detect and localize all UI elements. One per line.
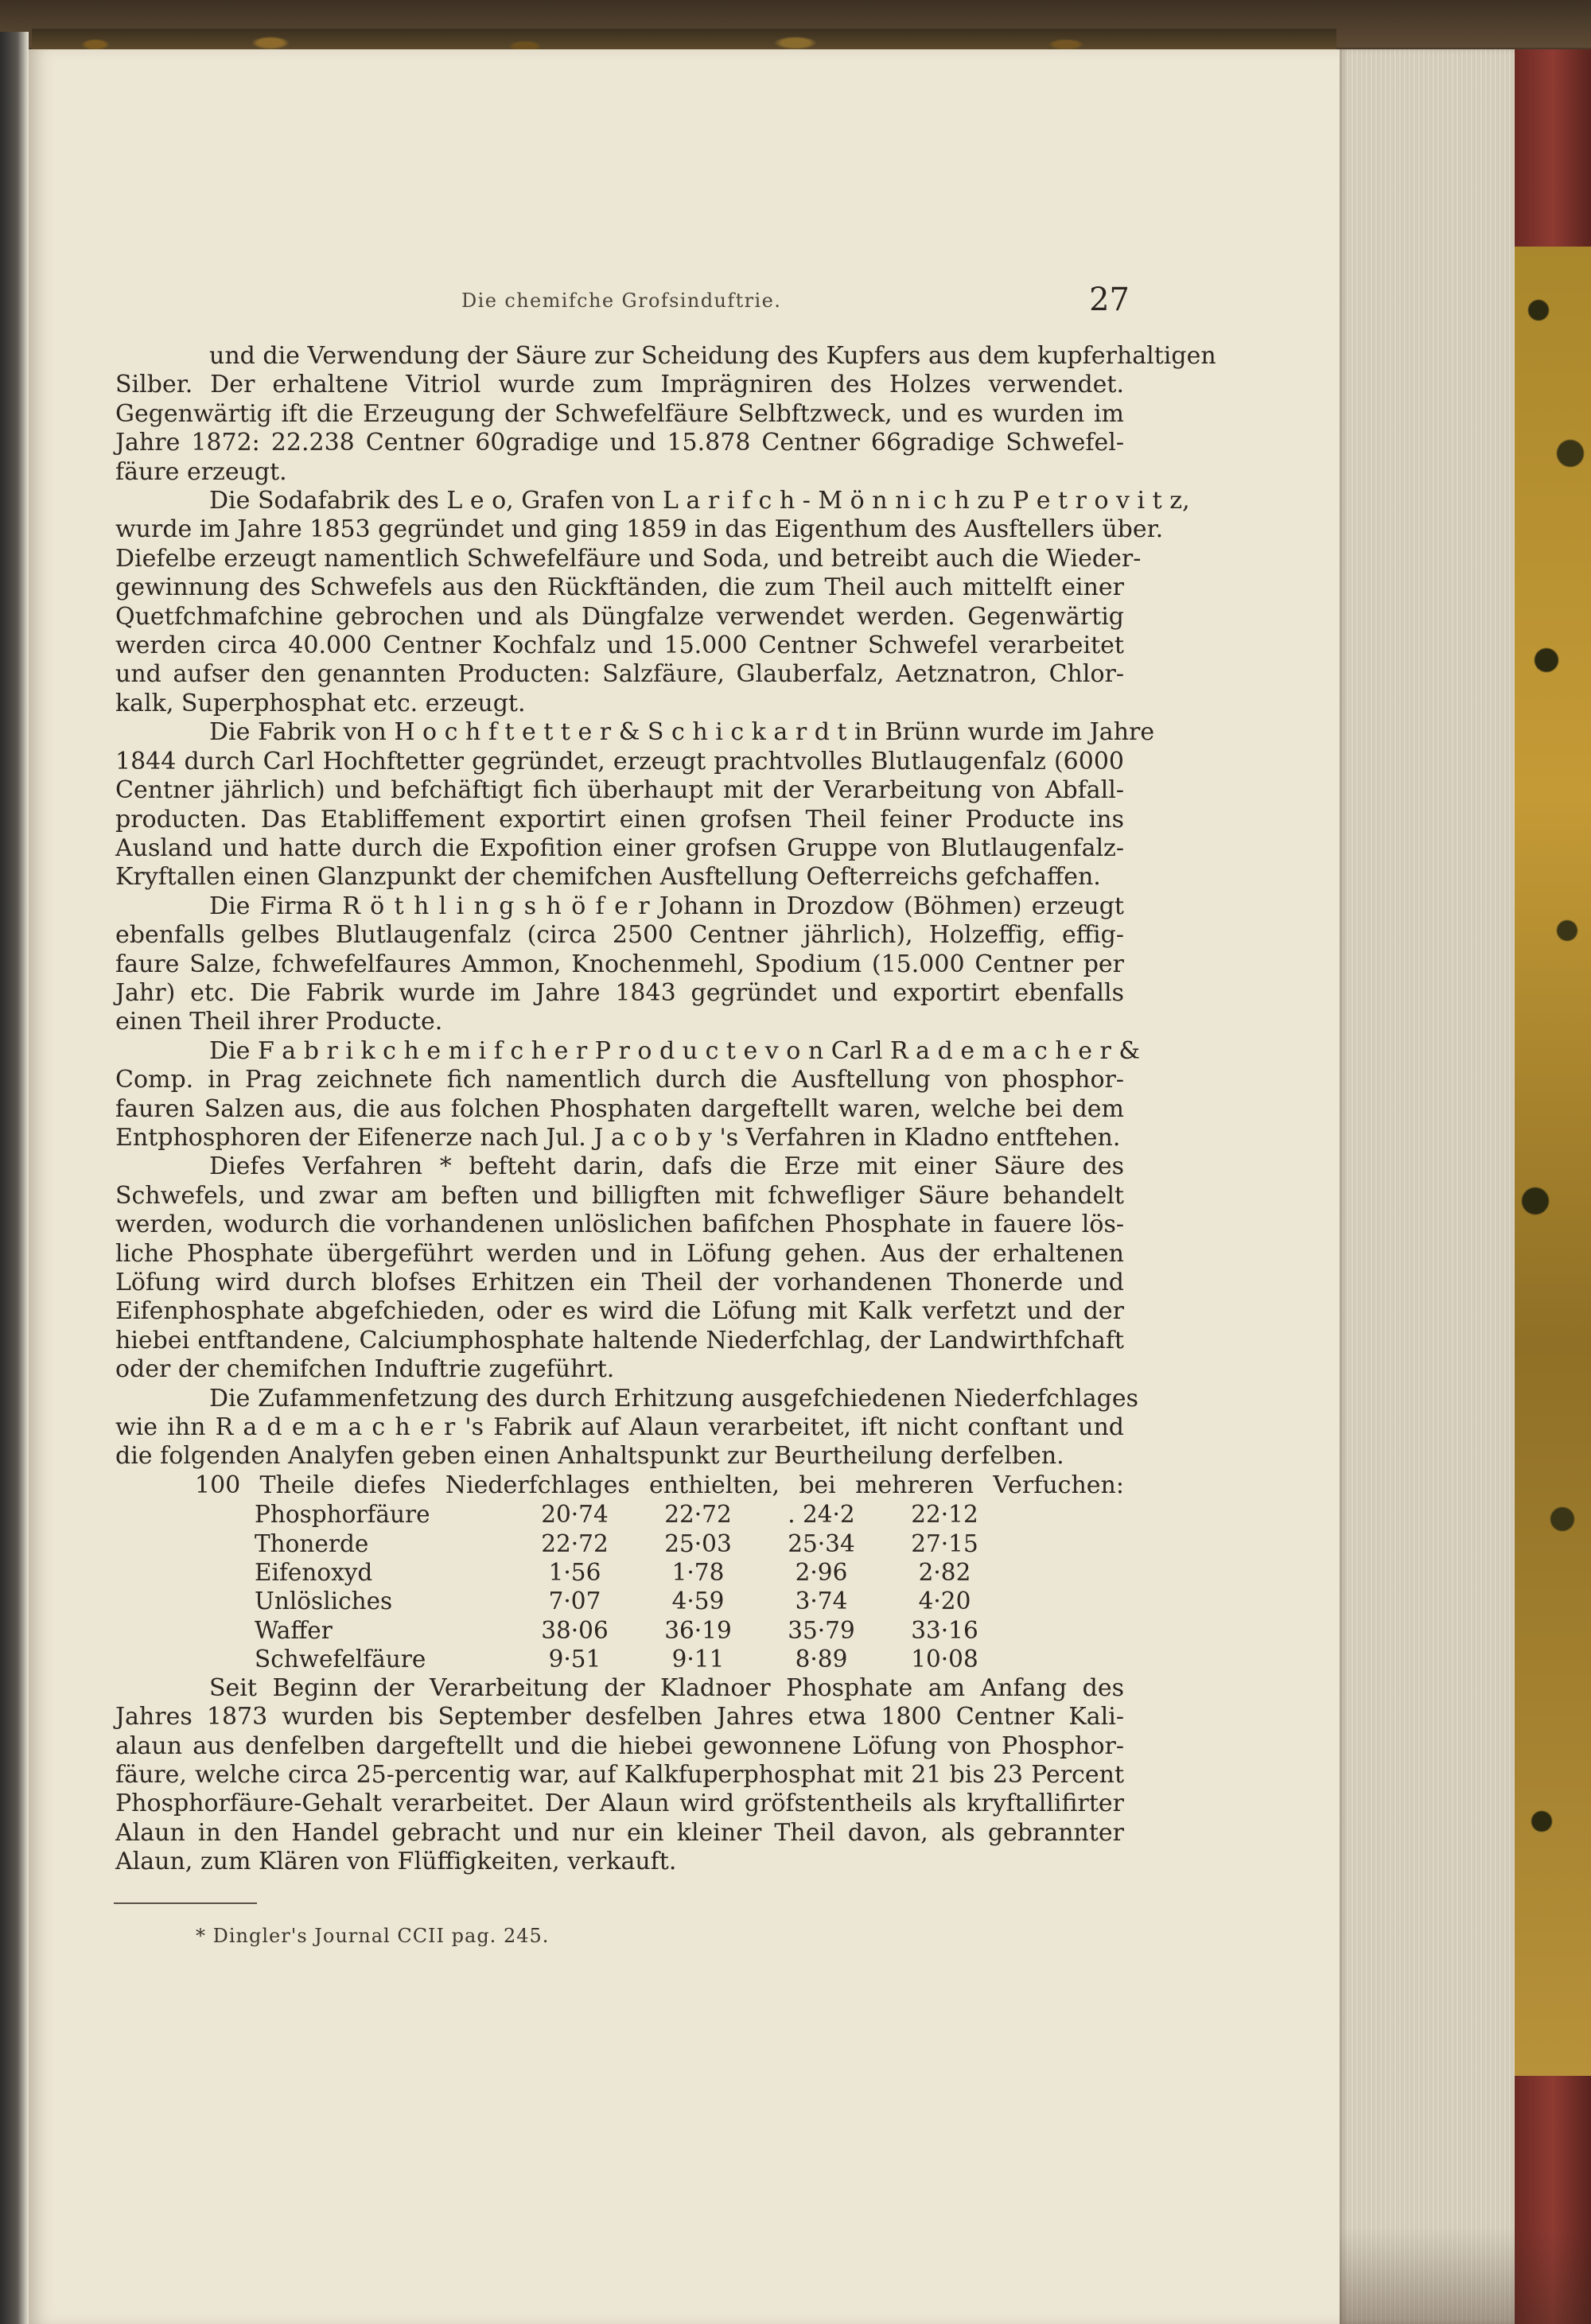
row-label: Thonerde: [255, 1529, 369, 1557]
text-line: faure Salze, fchwefelfaures Ammon, Knochenmehl, Spodium (15.000 Centner per: [115, 950, 1124, 978]
text-line: ebenfalls gelbes Blutlaugenfalz (circa 2500 Centner jährlich), Holzeffig, effig-: [115, 921, 1124, 950]
text-line: Phosphorfäure-Gehalt verarbeitet. Der Alaun wird gröfstentheils als kryftallifirter: [115, 1790, 1124, 1818]
table-cell: 22·72: [541, 1529, 609, 1557]
table-row: [255, 1500, 1006, 1529]
table-cell: 38·06: [541, 1616, 609, 1644]
text-line: Jahre 1872: 22.238 Centner 60gradige und 15.878 Centner 66gradige Schwefel-: [115, 429, 1124, 457]
text-line: Löfung wird durch blofses Erhitzen ein Theil der vorhandenen Thonerde und: [115, 1269, 1124, 1296]
text-line: Quetfchmafchine gebrochen und als Düngfalze verwendet werden. Gegenwärtig: [115, 602, 1124, 631]
paragraph: [115, 1036, 1141, 1153]
text-line: Alaun, zum Klären von Flüffigkeiten, verkauft.: [115, 1848, 677, 1876]
text-line: Jahres 1873 wurden bis September desfelben Jahres etwa 1800 Centner Kali-: [115, 1703, 1124, 1731]
text-line: Die F a b r i k c h e m i f c h e r P r o d u c t e v o n Carl R a d e m a c h e r &: [209, 1036, 1141, 1065]
paragraphs: [115, 342, 1216, 1471]
table-cell: 7·07: [548, 1588, 601, 1615]
table-row: [255, 1645, 1006, 1673]
text-line: werden circa 40.000 Centner Kochfalz und 15.000 Centner Schwefel verarbeitet: [115, 632, 1124, 660]
text-line: Centner jährlich) und befchäftigt fich überhaupt mit der Verarbeitung von Abfall-: [115, 776, 1124, 805]
text-line: Seit Beginn der Verarbeitung der Kladnoer Phosphate am Anfang des: [209, 1673, 1124, 1702]
text-line: werden, wodurch die vorhandenen unlöslichen bafifchen Phosphate in fauere lös-: [115, 1211, 1124, 1239]
text-line: Comp. in Prag zeichnete fich namentlich durch die Ausftellung von phosphor-: [115, 1066, 1124, 1094]
text-line: einen Theil ihrer Producte.: [115, 1008, 443, 1036]
table-cell: 2·82: [918, 1559, 971, 1587]
row-label: Eifenoxyd: [255, 1559, 373, 1587]
table-cell: 27·15: [911, 1529, 978, 1557]
table-cell: 35·79: [788, 1616, 855, 1644]
text-line: die folgenden Analyfen geben einen Anhaltspunkt zur Beurtheilung derfelben.: [115, 1442, 1064, 1471]
table-cell: 9·11: [671, 1646, 725, 1673]
table-cell: 4·59: [671, 1588, 725, 1615]
table-cell: 1·56: [548, 1559, 601, 1587]
gutter-shadow: [0, 32, 29, 2324]
marbled-cover-panel: [1515, 247, 1591, 2076]
paragraph: [115, 1152, 1124, 1384]
text-line: Gegenwärtig ift die Erzeugung der Schwefelfäure Selbftzweck, und es wurden im: [115, 399, 1124, 428]
closing-paragraph: [115, 1674, 1124, 1877]
table-cell: 25·03: [664, 1529, 732, 1557]
text-line: kalk, Superphosphat etc. erzeugt.: [115, 689, 526, 717]
paragraph: [115, 342, 1216, 487]
text-line: Die Zufammenfetzung des durch Erhitzung ausgefchiedenen Niederfchlages: [209, 1384, 1138, 1413]
text-line: Kryftallen einen Glanzpunkt der chemifchen Ausftellung Oefterreichs gefchaffen.: [115, 863, 1101, 892]
text-line: fäure erzeugt.: [115, 457, 287, 486]
table-cell: 10·08: [911, 1646, 978, 1673]
paragraph: [115, 1674, 1124, 1877]
table-cell: 22·12: [911, 1501, 978, 1529]
paragraph: [115, 892, 1124, 1037]
paragraph: [115, 1384, 1138, 1471]
page-number: 27: [1089, 282, 1130, 318]
page-header: [461, 282, 1130, 326]
table-cell: 22·72: [664, 1501, 732, 1529]
text-line: alaun aus denfelben dargeftellt und die hiebei gewonnene Löfung von Phosphor-: [115, 1731, 1124, 1760]
table-row: [255, 1558, 1006, 1587]
table-cell: 20·74: [541, 1501, 609, 1529]
page-edges: [1340, 49, 1515, 2324]
table-row: [255, 1587, 1006, 1615]
table-row: [255, 1616, 1006, 1645]
row-label: Unlösliches: [255, 1588, 393, 1615]
text-line: wurde im Jahre 1853 gegründet und ging 1859 in das Eigenthum des Ausftellers über.: [115, 515, 1164, 544]
table-cell: 2·96: [795, 1559, 848, 1587]
text-line: wie ihn R a d e m a c h e r 's Fabrik auf Alaun verarbeitet, ift nicht conftant und: [115, 1413, 1124, 1442]
text-line: hiebei entftandene, Calciumphosphate haltende Niederfchlag, der Landwirthfchaft: [115, 1326, 1124, 1354]
paragraph: [115, 718, 1155, 892]
table-cell: 33·16: [911, 1616, 978, 1644]
text-line: Die Fabrik von H o c h f t e t t e r & S c h i c k a r d t in Brünn wurde im Jahre: [209, 718, 1155, 747]
text-line: Jahr) etc. Die Fabrik wurde im Jahre 1843 gegründet und exportirt ebenfalls: [115, 978, 1124, 1007]
table-cell: . 24·2: [788, 1501, 855, 1529]
row-label: Waffer: [255, 1616, 333, 1644]
table-cell: 25·34: [788, 1529, 855, 1557]
text-line: Diefes Verfahren * befteht darin, dafs die Erze mit einer Säure des: [209, 1152, 1124, 1181]
table-cell: 1·78: [671, 1559, 725, 1587]
text-line: Eifenphosphate abgefchieden, oder es wird die Löfung mit Kalk verfetzt und der: [115, 1297, 1124, 1326]
text-line: und aufser den genannten Producten: Salzfäure, Glauberfalz, Aetznatron, Chlor-: [115, 660, 1124, 689]
text-line: Schwefels, und zwar am beften und billigften mit fchwefliger Säure behandelt: [115, 1181, 1124, 1210]
table-row: [255, 1529, 1006, 1558]
running-title: Die chemifche Grofsinduftrie.: [461, 290, 782, 312]
table-cell: 9·51: [548, 1646, 601, 1673]
text-line: gewinnung des Schwefels aus den Rückftänden, die zum Theil auch mittelft einer: [115, 573, 1124, 602]
text-line: liche Phosphate übergeführt werden und in Löfung gehen. Aus der erhaltenen: [115, 1239, 1124, 1268]
text-line: oder der chemifchen Induftrie zugeführt.: [115, 1355, 615, 1384]
row-label: Schwefelfäure: [255, 1646, 426, 1673]
text-line: fäure, welche circa 25-percentig war, auf Kalkfuperphosphat mit 21 bis 23 Percent: [115, 1760, 1124, 1789]
footnote-rule: [114, 1902, 257, 1904]
row-label: Phosphorfäure: [255, 1501, 430, 1529]
text-line: producten. Das Etabliffement exportirt einen grofsen Theil feiner Producte ins: [115, 805, 1124, 834]
table-cell: 36·19: [664, 1616, 732, 1644]
text-line: Alaun in den Handel gebracht und nur ein kleiner Theil davon, als gebrannter: [115, 1818, 1124, 1847]
table-cell: 8·89: [795, 1646, 848, 1673]
text-line: Ausland und hatte durch die Expofition einer grofsen Gruppe von Blutlaugenfalz-: [115, 834, 1124, 862]
paragraph: [115, 487, 1190, 718]
bottom-shadow: [1340, 2227, 1591, 2324]
text-line: fauren Salzen aus, die aus folchen Phosphaten dargeftellt waren, welche bei dem: [115, 1094, 1124, 1123]
text-line: Die Firma R ö t h l i n g s h ö f e r Johann in Drozdow (Böhmen) erzeugt: [209, 892, 1124, 920]
table-cell: 3·74: [795, 1588, 848, 1615]
analysis-table: [255, 1500, 1006, 1673]
footnote: * Dingler's Journal CCII pag. 245.: [196, 1925, 550, 1947]
text-line: Entphosphoren der Eifenerze nach Jul. J a c o b y 's Verfahren in Kladno entftehen.: [115, 1123, 1121, 1152]
text-line: und die Verwendung der Säure zur Scheidung des Kupfers aus dem kupferhaltigen: [209, 342, 1216, 370]
text-line: Diefelbe erzeugt namentlich Schwefelfäure und Soda, und betreibt auch die Wieder-: [115, 544, 1142, 573]
table-cell: 4·20: [918, 1588, 971, 1615]
table-intro: 100 Theile diefes Niederfchlages enthielten, bei mehreren Verfuchen:: [195, 1471, 1124, 1499]
text-line: 1844 durch Carl Hochftetter gegründet, erzeugt prachtvolles Blutlaugenfalz (6000: [115, 747, 1124, 775]
text-line: Die Sodafabrik des L e o, Grafen von L a r i f c h - M ö n n i c h zu P e t r o v i t z,: [209, 487, 1190, 515]
page-body: [115, 342, 1216, 1877]
text-line: Silber. Der erhaltene Vitriol wurde zum Imprägniren des Holzes verwendet.: [115, 371, 1124, 399]
